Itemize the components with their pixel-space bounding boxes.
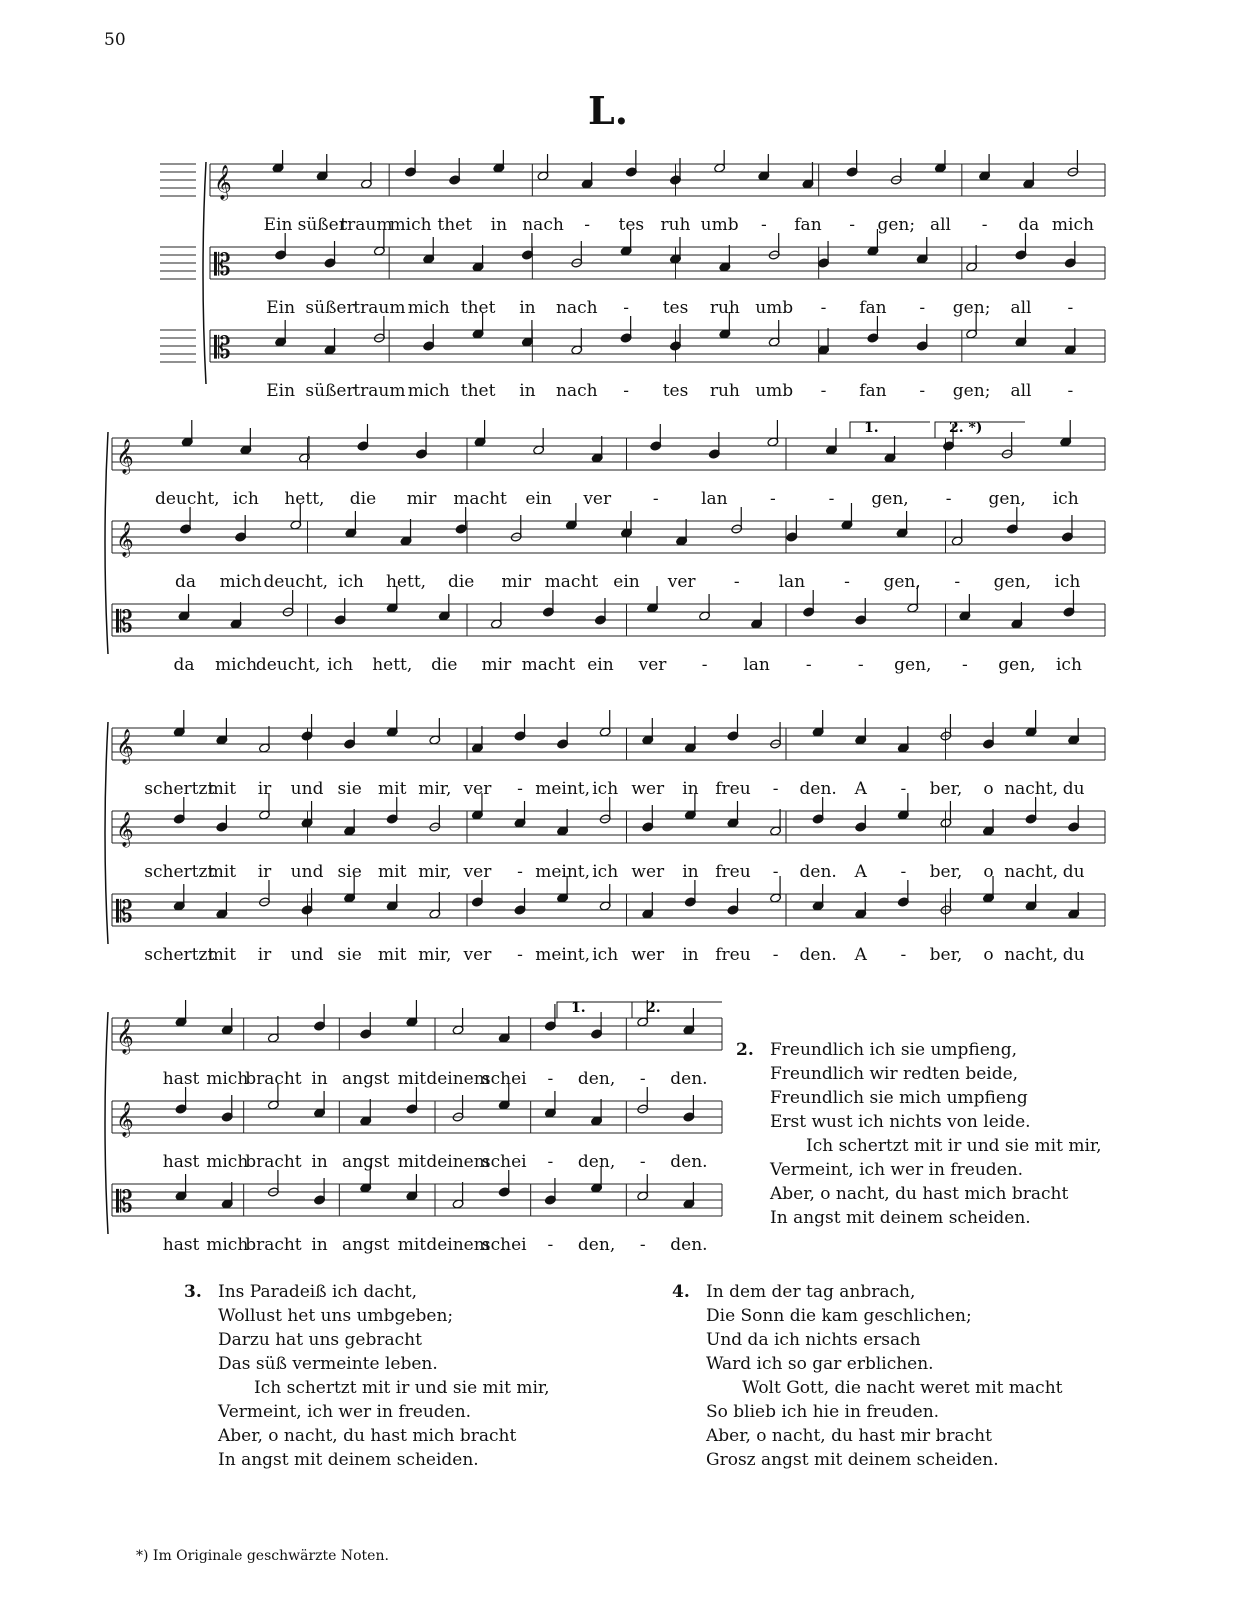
page-number: 50 — [104, 30, 126, 50]
lyric-syllable: in — [490, 215, 508, 235]
lyric-syllable: schei — [481, 1152, 527, 1172]
stanza-line: In angst mit deinem scheiden. — [770, 1208, 1031, 1228]
lyric-syllable: tes — [662, 298, 689, 318]
lyric-syllable: in — [519, 381, 536, 400]
lyric-syllable: hett, — [284, 489, 325, 509]
clef-icon: 𝄞 — [116, 1019, 134, 1054]
clef-icon: 𝄞 — [116, 812, 134, 847]
lyric-syllable: mich — [1051, 215, 1094, 235]
system-bracket — [203, 162, 206, 384]
lyric-syllable: - — [1067, 298, 1074, 318]
stanza-line: Und da ich nichts ersach — [706, 1330, 921, 1350]
lyric-syllable: o — [983, 945, 994, 965]
lyric-syllable: deinem — [426, 1235, 490, 1255]
staff-1 — [160, 150, 1105, 201]
lyric-syllable: mir, — [418, 862, 452, 882]
lyric-syllable: fan — [859, 381, 887, 400]
stanza-line: Freundlich sie mich umpfieng — [770, 1088, 1028, 1108]
lyric-syllable: mich — [407, 381, 450, 400]
lyric-syllable: gen, — [894, 655, 932, 675]
lyric-syllable: in — [311, 1235, 328, 1255]
lyric-syllable: - — [584, 215, 591, 235]
lyric-syllable: - — [1067, 381, 1074, 400]
staff-2 — [112, 1083, 722, 1138]
staff-1 — [112, 1000, 722, 1055]
lyric-syllable: lan — [701, 489, 728, 509]
stanza-line: Wolt Gott, die nacht weret mit macht — [742, 1378, 1063, 1398]
lyric-syllable: ruh — [660, 215, 691, 235]
lyric-syllable: - — [760, 215, 767, 235]
lyric-syllable: gen, — [993, 572, 1031, 592]
lyric-syllable: du — [1062, 945, 1085, 965]
lyric-syllable: angst — [341, 1235, 390, 1255]
lyric-syllable: mit — [378, 862, 407, 882]
lyric-syllable: o — [983, 862, 994, 882]
lyric-syllable: fan — [794, 215, 822, 235]
lyric-syllable: wer — [631, 945, 665, 965]
lyric-syllable: da — [173, 655, 195, 675]
lyric-syllable: - — [828, 489, 835, 509]
lyric-syllable: hett, — [385, 572, 427, 592]
staff-3 — [160, 312, 1105, 366]
lyric-syllable: ber, — [929, 779, 963, 799]
staff-1 — [112, 710, 1105, 765]
lyric-syllable: du — [1062, 779, 1085, 799]
lyric-syllable: - — [517, 862, 523, 882]
lyric-syllable: - — [639, 1152, 646, 1172]
stanza-line: Ins Paradeiß ich dacht, — [218, 1282, 418, 1302]
stanza-line: In dem der tag anbrach, — [706, 1282, 916, 1302]
lyric-syllable: angst — [341, 1069, 390, 1089]
lyric-syllable: und — [290, 779, 324, 799]
lyric-syllable: ir — [257, 862, 272, 882]
lyric-syllable: thet — [460, 381, 496, 400]
lyric-syllable: Ein — [266, 381, 296, 400]
lyric-syllable: o — [983, 779, 994, 799]
lyric-syllable: ich — [1056, 655, 1082, 675]
music-system-1 — [0, 150, 1236, 400]
lyric-syllable: die — [349, 489, 377, 509]
lyric-syllable: - — [639, 1235, 646, 1255]
lyric-syllable: den, — [577, 1069, 616, 1089]
stanza-line: Ward ich so gar erblichen. — [706, 1354, 934, 1374]
lyric-syllable: schertzt — [144, 779, 215, 799]
lyric-syllable: all — [1010, 381, 1032, 400]
stanza-line: Grosz angst mit deinem scheiden. — [706, 1450, 999, 1470]
staff-2 — [160, 229, 1105, 283]
lyric-syllable: mich — [206, 1069, 249, 1089]
lyric-syllable: ruh — [709, 298, 740, 318]
lyric-syllable: ich — [1054, 572, 1081, 592]
lyric-syllable: umb — [755, 381, 794, 400]
lyric-syllable: den. — [670, 1152, 708, 1172]
staff-2 — [112, 793, 1105, 848]
lyric-syllable: sie — [337, 945, 362, 965]
lyric-syllable: - — [900, 862, 907, 882]
lyric-syllable: ich — [592, 862, 619, 882]
lyric-syllable: lan — [778, 572, 806, 592]
stanza-line: Die Sonn die kam geschlichen; — [706, 1306, 972, 1326]
stanza-line: Erst wust ich nichts von leide. — [770, 1112, 1031, 1132]
lyric-syllable: - — [900, 945, 907, 965]
stanza-line: Aber, o nacht, du hast mich bracht — [770, 1184, 1069, 1204]
lyric-syllable: - — [623, 381, 630, 400]
lyric-syllable: - — [547, 1069, 554, 1089]
music-system-3 — [0, 710, 1236, 980]
lyric-syllable: - — [900, 779, 907, 799]
lyric-syllable: ich — [327, 655, 354, 675]
stanza-2 — [736, 1038, 1102, 1230]
lyric-syllable: - — [945, 489, 952, 509]
staff-3 — [112, 1166, 722, 1220]
footnote: *) Im Originale geschwärzte Noten. — [136, 1548, 389, 1564]
staff-2 — [112, 503, 1105, 558]
lyric-syllable: süßer — [305, 298, 355, 318]
ending-label: 1. — [864, 420, 879, 436]
lyric-syllable: in — [519, 298, 536, 318]
lyric-syllable: mich — [389, 215, 432, 235]
lyric-syllable: in — [311, 1152, 328, 1172]
lyric-syllable: ver — [667, 572, 696, 592]
lyric-syllable: A — [854, 945, 867, 965]
piece-title: L. — [588, 88, 628, 133]
lyric-syllable: ich — [592, 945, 619, 965]
stanza-line: Ich schertzt mit ir und sie mit mir, — [254, 1378, 550, 1398]
lyric-syllable: den. — [799, 862, 837, 882]
lyric-syllable: - — [639, 1069, 646, 1089]
lyric-syllable: A — [854, 862, 867, 882]
lyric-syllable: tes — [618, 215, 645, 235]
lyric-syllable: süßer — [305, 381, 355, 400]
clef-icon: 𝄞 — [116, 439, 134, 474]
lyric-syllable: macht — [453, 489, 507, 509]
lyric-syllable: den. — [670, 1069, 708, 1089]
lyric-syllable: ir — [257, 779, 272, 799]
lyric-syllable: mir, — [418, 779, 452, 799]
lyric-syllable: ich — [592, 779, 619, 799]
lyric-syllable: meint, — [535, 945, 591, 965]
lyric-syllable: mir — [501, 572, 532, 592]
lyric-syllable: schei — [481, 1235, 527, 1255]
lyric-syllable: ein — [613, 572, 640, 592]
stanza-line: Freundlich wir redten beide, — [770, 1064, 1019, 1084]
system-bracket — [105, 1012, 108, 1234]
lyric-syllable: mit — [397, 1152, 427, 1172]
lyric-syllable: hast — [162, 1069, 200, 1089]
system-bracket — [105, 432, 108, 654]
lyric-syllable: - — [919, 298, 926, 318]
staff-3 — [112, 586, 1105, 640]
lyric-syllable: - — [517, 779, 523, 799]
lyric-syllable: und — [290, 862, 324, 882]
lyric-syllable: wer — [631, 779, 665, 799]
lyric-syllable: den. — [799, 779, 837, 799]
lyric-syllable: den, — [577, 1152, 616, 1172]
lyric-syllable: mit — [378, 945, 407, 965]
stanza-number: 3. — [184, 1282, 202, 1302]
lyric-syllable: - — [652, 489, 659, 509]
stanza-line: Freundlich ich sie umpfieng, — [770, 1040, 1018, 1060]
lyric-syllable: - — [772, 945, 779, 965]
lyric-syllable: die — [431, 655, 458, 675]
clef-icon: 𝄞 — [116, 522, 134, 557]
lyric-syllable: nacht, — [1004, 945, 1059, 965]
lyric-syllable: - — [623, 298, 630, 318]
lyric-syllable: - — [954, 572, 961, 592]
lyric-syllable: meint, — [535, 779, 591, 799]
lyric-syllable: deucht, — [263, 572, 329, 592]
lyric-syllable: - — [805, 655, 812, 675]
lyric-syllable: ich — [1052, 489, 1079, 509]
lyric-syllable: - — [849, 215, 856, 235]
lyric-syllable: ein — [525, 489, 552, 509]
lyric-syllable: ver — [463, 862, 492, 882]
clef-icon: 𝄡 — [214, 331, 231, 366]
stanza-line: In angst mit deinem scheiden. — [218, 1450, 479, 1470]
lyric-syllable: - — [844, 572, 850, 592]
lyric-syllable: deucht, — [255, 655, 321, 675]
lyric-syllable: in — [311, 1069, 328, 1089]
lyric-syllable: mich — [407, 298, 450, 318]
lyric-syllable: schei — [481, 1069, 527, 1089]
lyric-syllable: du — [1062, 862, 1085, 882]
lyric-syllable: ein — [587, 655, 614, 675]
lyric-syllable: hett, — [372, 655, 413, 675]
lyric-syllable: traum — [353, 381, 406, 400]
lyric-syllable: - — [701, 655, 708, 675]
clef-icon: 𝄡 — [116, 895, 133, 930]
ending-label: 1. — [571, 1000, 586, 1016]
lyric-syllable: all — [1010, 298, 1032, 318]
system-bracket — [105, 722, 108, 944]
lyric-syllable: deinem — [426, 1069, 490, 1089]
lyric-syllable: da — [1018, 215, 1040, 235]
lyric-syllable: - — [517, 945, 523, 965]
lyric-syllable: Ein — [266, 298, 296, 318]
lyric-syllable: und — [290, 945, 324, 965]
lyric-syllable: mir — [406, 489, 437, 509]
music-system-2 — [0, 420, 1236, 690]
lyric-syllable: mich — [215, 655, 258, 675]
lyric-syllable: den. — [670, 1235, 708, 1255]
clef-icon: 𝄡 — [214, 248, 231, 283]
lyric-syllable: ir — [257, 945, 272, 965]
lyric-syllable: - — [820, 381, 827, 400]
stanza-line: Darzu hat uns gebracht — [218, 1330, 422, 1350]
lyric-syllable: bracht — [245, 1235, 302, 1255]
lyric-syllable: traum — [353, 298, 406, 318]
lyric-syllable: - — [547, 1152, 554, 1172]
lyric-syllable: gen; — [877, 215, 916, 235]
lyric-syllable: in — [682, 779, 699, 799]
lyric-syllable: bracht — [245, 1069, 302, 1089]
lyric-syllable: da — [175, 572, 197, 592]
lyric-syllable: fan — [859, 298, 887, 318]
lyric-syllable: - — [772, 862, 779, 882]
lyric-syllable: mich — [206, 1152, 249, 1172]
lyric-syllable: die — [447, 572, 475, 592]
lyric-syllable: mit — [207, 945, 237, 965]
lyric-syllable: ich — [337, 572, 364, 592]
lyric-syllable: - — [981, 215, 988, 235]
lyric-syllable: schertzt — [144, 862, 215, 882]
lyric-syllable: mit — [397, 1235, 427, 1255]
lyric-syllable: - — [919, 381, 926, 400]
lyric-syllable: nach — [522, 215, 564, 235]
lyric-syllable: nach — [556, 381, 598, 400]
stanza-line: Das süß vermeinte leben. — [218, 1354, 438, 1374]
lyric-syllable: ich — [232, 489, 259, 509]
stanza-3 — [184, 1280, 550, 1472]
lyric-syllable: macht — [521, 655, 576, 675]
lyric-syllable: mir — [481, 655, 512, 675]
lyric-syllable: bracht — [245, 1152, 302, 1172]
lyric-syllable: mit — [207, 862, 237, 882]
stanza-line: Vermeint, ich wer in freuden. — [218, 1402, 472, 1422]
lyric-syllable: nach — [556, 298, 598, 318]
clef-icon: 𝄞 — [116, 1102, 134, 1137]
lyric-syllable: sie — [337, 862, 362, 882]
lyric-syllable: thet — [437, 215, 473, 235]
lyric-syllable: freu — [715, 945, 751, 965]
lyric-syllable: ver — [638, 655, 667, 675]
stanza-number: 4. — [672, 1282, 690, 1302]
lyric-syllable: wer — [631, 862, 665, 882]
lyric-syllable: den. — [799, 945, 837, 965]
ending-label: 2. *) — [949, 420, 983, 436]
clef-icon: 𝄡 — [116, 605, 133, 640]
clef-icon: 𝄞 — [116, 729, 134, 764]
lyric-syllable: thet — [460, 298, 496, 318]
lyric-syllable: umb — [755, 298, 794, 318]
lyric-syllable: mit — [397, 1069, 427, 1089]
lyric-syllable: schertzt — [144, 945, 215, 965]
stanza-line: Wollust het uns umbgeben; — [218, 1306, 454, 1326]
stanza-line: Ich schertzt mit ir und sie mit mir, — [806, 1136, 1102, 1156]
lyric-syllable: umb — [700, 215, 739, 235]
stanza-number: 2. — [736, 1040, 754, 1060]
lyric-syllable: - — [770, 489, 776, 509]
lyric-syllable: gen, — [998, 655, 1036, 675]
lyric-syllable: ber, — [929, 945, 963, 965]
lyric-syllable: gen; — [952, 381, 991, 400]
lyric-syllable: gen, — [883, 572, 921, 592]
lyric-syllable: den, — [577, 1235, 616, 1255]
lyric-syllable: deinem — [426, 1152, 490, 1172]
lyric-syllable: mir, — [418, 945, 452, 965]
lyric-syllable: macht — [544, 572, 599, 592]
lyric-syllable: deucht, — [154, 489, 220, 509]
lyric-syllable: lan — [743, 655, 770, 675]
lyric-syllable: freu — [715, 779, 751, 799]
lyric-syllable: mich — [219, 572, 262, 592]
lyric-syllable: ruh — [709, 381, 740, 400]
lyric-syllable: freu — [715, 862, 751, 882]
lyric-syllable: - — [547, 1235, 554, 1255]
lyric-syllable: Ein — [263, 215, 293, 235]
lyric-syllable: gen; — [952, 298, 991, 318]
lyric-syllable: hast — [162, 1235, 200, 1255]
lyric-syllable: mit — [378, 779, 407, 799]
lyric-syllable: nacht, — [1004, 862, 1059, 882]
lyric-syllable: mit — [207, 779, 237, 799]
lyric-syllable: hast — [162, 1152, 200, 1172]
lyric-syllable: all — [929, 215, 951, 235]
lyric-syllable: nacht, — [1004, 779, 1059, 799]
clef-icon: 𝄡 — [116, 1185, 133, 1220]
lyric-syllable: angst — [341, 1152, 390, 1172]
lyric-syllable: ber, — [929, 862, 963, 882]
lyric-syllable: ver — [463, 779, 492, 799]
staff-3 — [112, 876, 1105, 930]
lyric-syllable: ver — [583, 489, 612, 509]
lyric-syllable: - — [820, 298, 827, 318]
lyric-syllable: in — [682, 945, 699, 965]
lyric-syllable: - — [857, 655, 864, 675]
stanza-line: Aber, o nacht, du hast mich bracht — [218, 1426, 517, 1446]
stanza-line: So blieb ich hie in freuden. — [706, 1402, 940, 1422]
lyric-syllable: süßer — [297, 215, 347, 235]
lyric-syllable: gen, — [871, 489, 909, 509]
lyric-syllable: meint, — [535, 862, 591, 882]
stanza-line: Aber, o nacht, du hast mir bracht — [706, 1426, 992, 1446]
lyric-syllable: ver — [463, 945, 492, 965]
lyric-syllable: tes — [662, 381, 689, 400]
lyric-syllable: in — [682, 862, 699, 882]
lyric-syllable: mich — [206, 1235, 249, 1255]
stanza-line: Vermeint, ich wer in freuden. — [770, 1160, 1024, 1180]
lyric-syllable: gen, — [988, 489, 1026, 509]
lyric-syllable: - — [733, 572, 740, 592]
lyric-syllable: A — [854, 779, 867, 799]
lyric-syllable: - — [961, 655, 968, 675]
lyric-syllable: traum — [340, 215, 393, 235]
clef-icon: 𝄞 — [214, 165, 232, 200]
ending-label: 2. — [646, 1000, 661, 1016]
stanza-4 — [672, 1280, 1063, 1472]
lyric-syllable: - — [772, 779, 779, 799]
lyric-syllable: sie — [337, 779, 362, 799]
